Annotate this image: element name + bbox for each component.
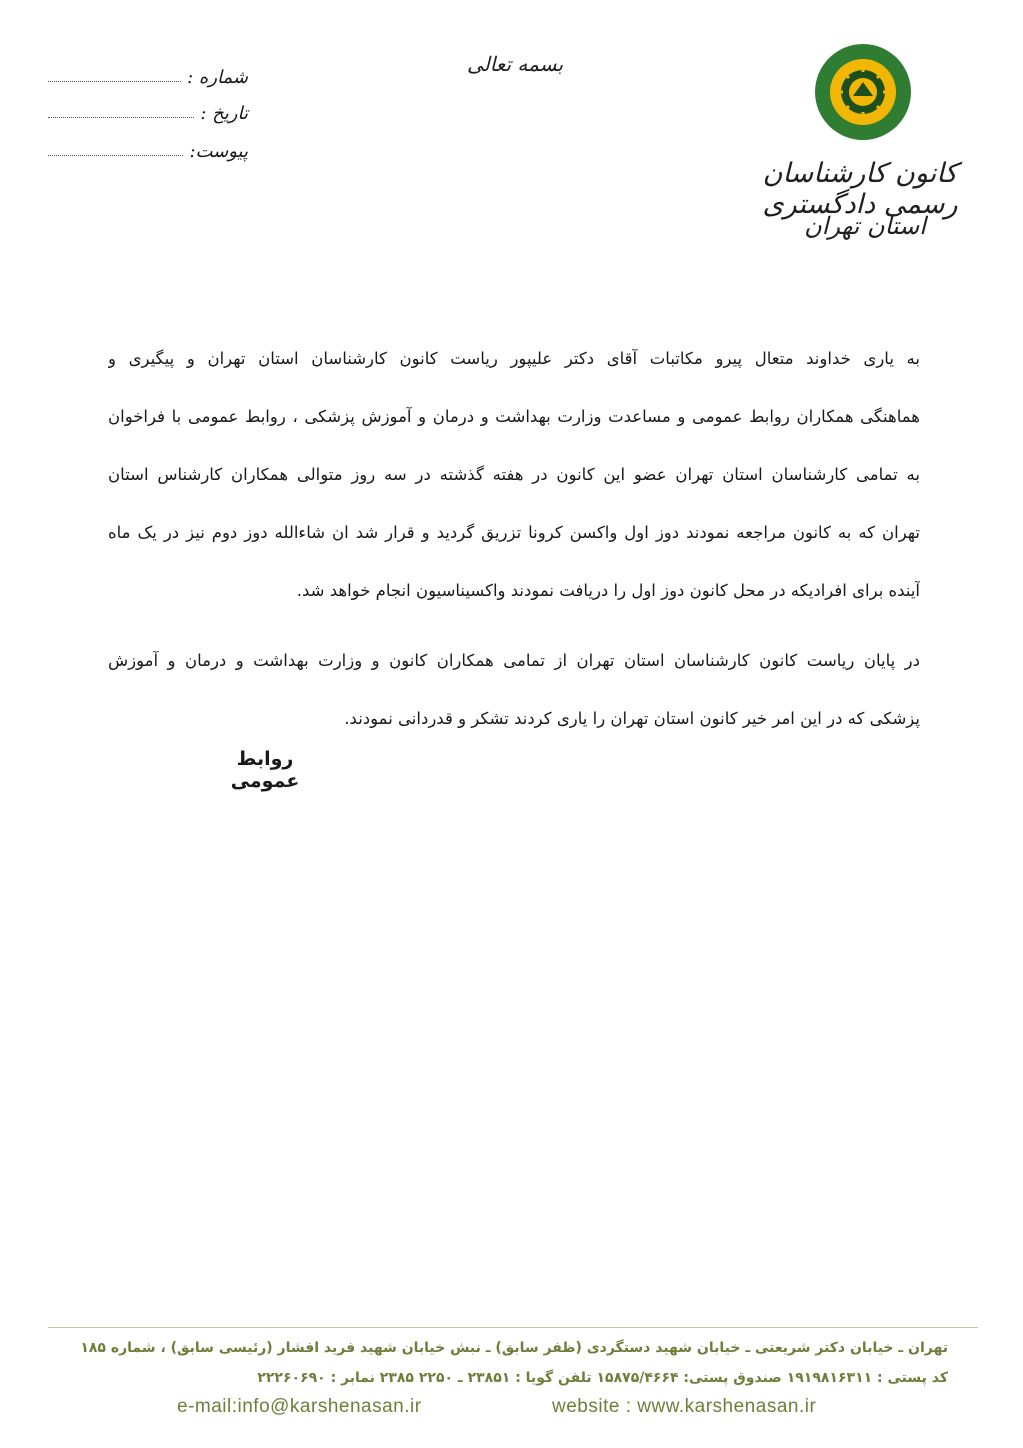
- body-line: پزشکی که در این امر خیر کانون استان تهران را یاری کردند تشکر و قدردانی نمودند.: [344, 709, 920, 728]
- meta-number-row: [48, 60, 248, 88]
- footer-website: website : www.karshenasan.ir: [552, 1396, 817, 1417]
- paragraph-1: [108, 330, 920, 620]
- body-line: در پایان ریاست کانون کارشناسان استان تهران از تمامی همکاران کانون و وزارت بهداشت و درمان و آموزش: [108, 651, 920, 670]
- meta-date-dots: [48, 117, 194, 118]
- paragraph-2: [108, 632, 920, 748]
- body-line: به تمامی کارشناسان استان تهران عضو این کانون در هفته گذشته در سه روز متوالی همکاران کارشناس استان: [108, 465, 920, 484]
- meta-number-dots: [48, 81, 181, 82]
- footer-divider: [48, 1327, 978, 1328]
- organization-logo: [813, 42, 913, 142]
- body-line: آینده برای افرادیکه در محل کانون دوز اول را دریافت نمودند واکسیناسیون انجام خواهد شد.: [296, 581, 920, 600]
- footer-email: e-mail:info@karshenasan.ir: [177, 1396, 422, 1417]
- signature: روابط عمومی: [230, 748, 300, 792]
- meta-attachment-row: [48, 134, 248, 162]
- body-line: تهران که به کانون مراجعه نمودند دوز اول واکسن کرونا تزریق گردید و قرار شد ان شاءالله دوز دوم نیز در یک ماه: [108, 523, 920, 542]
- meta-date-label: تاریخ :: [200, 103, 248, 124]
- body-line: هماهنگی همکاران روابط عمومی و مساعدت وزارت بهداشت و درمان و آموزش پزشکی ، روابط عمومی با فراخوان: [108, 407, 920, 426]
- org-province: استان تهران: [804, 212, 926, 240]
- paragraph-gap: [108, 620, 920, 632]
- footer-contact: کد پستی : ۱۹۱۹۸۱۶۳۱۱ صندوق پستی: ۱۵۸۷۵/۴۶۶۴ تلفن گویا : ۲۳۸۵۱ ـ ۲۲۵۰ ۲۳۸۵ نمابر : ۲۲۲۶۰۶۹۰: [257, 1370, 948, 1386]
- footer-address: تهران ـ خیابان دکتر شریعتی ـ خیابان شهید دستگردی (ظفر سابق) ـ نبش خیابان شهید فرید افشار (رئیسی سابق) ، شماره ۱۸۵: [80, 1340, 948, 1356]
- meta-date-row: [48, 96, 248, 124]
- body-line: به یاری خداوند متعال پیرو مکاتبات آقای دکتر علیپور ریاست کانون کارشناسان استان تهران و پیگیری و: [108, 349, 920, 368]
- meta-number-label: شماره :: [187, 67, 248, 88]
- meta-attachment-label: پیوست:: [189, 141, 248, 162]
- bismillah-heading: بسمه تعالی: [466, 52, 564, 76]
- letter-body: [108, 330, 920, 748]
- org-name: کانون کارشناسان رسمی دادگستری: [762, 158, 958, 220]
- meta-attachment-dots: [48, 155, 183, 156]
